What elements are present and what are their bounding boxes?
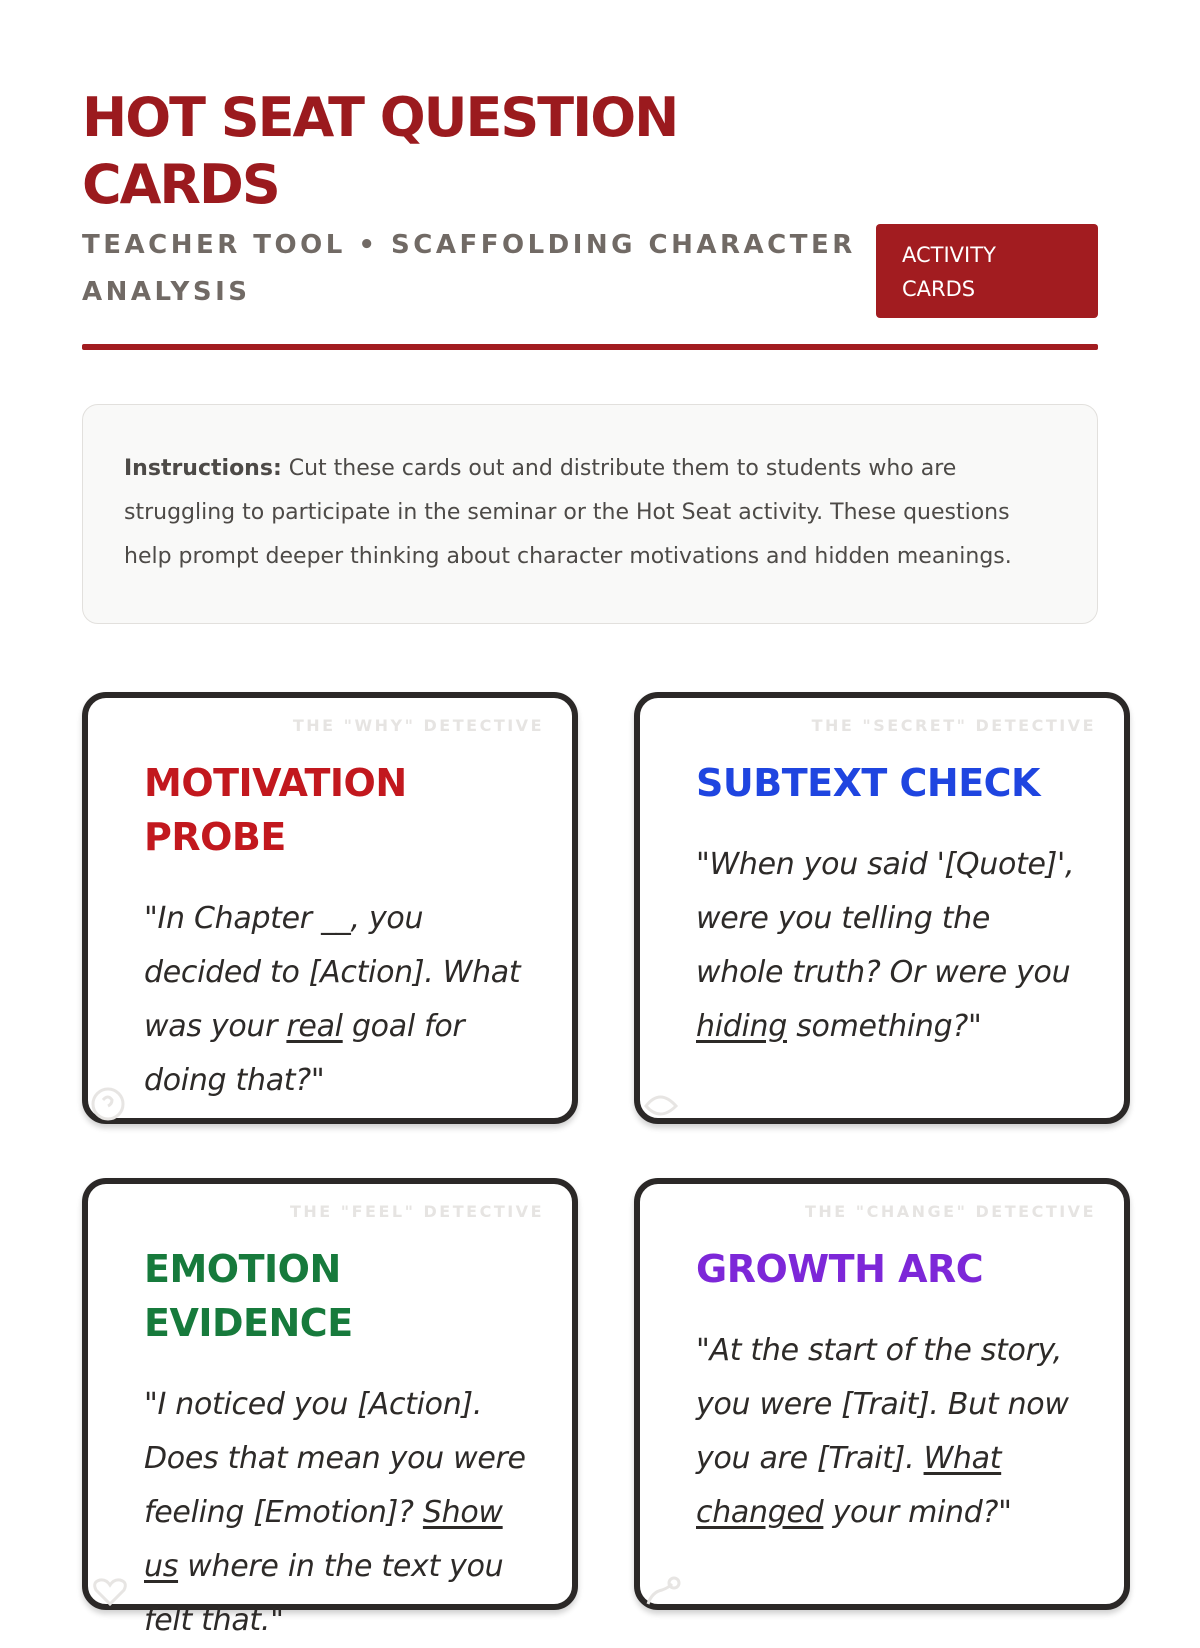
- question-text: "When you said '[Quote]', were you telling the whole truth? Or were you: [696, 847, 1075, 990]
- instructions-label: Instructions:: [124, 456, 282, 481]
- question-text: "I noticed you [Action]. Does that mean you were feeling [Emotion]?: [144, 1387, 526, 1530]
- activity-cards-badge: ACTIVITY CARDS: [876, 224, 1098, 318]
- question-emphasis: real: [286, 1009, 343, 1044]
- growth-curve-icon: [642, 1568, 682, 1608]
- card-title: MOTIVATION PROBE: [144, 761, 407, 859]
- instructions-text: Cut these cards out and distribute them to students who are struggling to participate in the seminar or the Hot Seat activity. These questions help prompt deeper thinking about character motivations and hidden meanings.: [124, 456, 1012, 569]
- card-question: [144, 1378, 532, 1648]
- card-tag: THE "WHY" DETECTIVE: [292, 716, 544, 735]
- question-text-end: goal for doing that?": [144, 1009, 465, 1098]
- card-title: GROWTH ARC: [696, 1247, 984, 1291]
- question-emphasis: What changed: [696, 1441, 1002, 1530]
- card-tag: THE "SECRET" DETECTIVE: [811, 716, 1096, 735]
- card-tag: THE "CHANGE" DETECTIVE: [805, 1202, 1096, 1221]
- header: [82, 0, 1098, 350]
- question-text: "At the start of the story, you were [Trait]. But now you are [Trait].: [696, 1333, 1069, 1476]
- question-text: "In Chapter __, you decided to [Action]. What was your: [144, 901, 521, 1044]
- page-subtitle: TEACHER TOOL • SCAFFOLDING CHARACTER ANALYSIS: [82, 230, 856, 307]
- subtitle-row: [82, 222, 1098, 318]
- header-divider: [82, 344, 1098, 350]
- question-text-end: your mind?": [823, 1495, 1012, 1530]
- card-question: [696, 838, 1084, 1054]
- question-circle-icon: [90, 1082, 130, 1122]
- heart-icon: [90, 1568, 130, 1608]
- card-question: [696, 1324, 1084, 1540]
- card-title: SUBTEXT CHECK: [696, 761, 1040, 805]
- card-grid: [82, 692, 1098, 1638]
- card-question: [144, 892, 532, 1108]
- card-growth-arc: [634, 1178, 1130, 1610]
- eye-icon: [642, 1082, 682, 1122]
- card-tag: THE "FEEL" DETECTIVE: [289, 1202, 544, 1221]
- card-subtext-check: [634, 692, 1130, 1124]
- question-text-end: something?": [786, 1009, 982, 1044]
- instructions-box: [82, 404, 1098, 624]
- question-emphasis: Show us: [144, 1495, 503, 1584]
- card-emotion-evidence: [82, 1178, 578, 1638]
- page-title: HOT SEAT QUESTION CARDS: [82, 86, 678, 216]
- card-title: EMOTION EVIDENCE: [144, 1247, 353, 1345]
- question-text-end: where in the text you felt that.": [144, 1549, 504, 1638]
- question-emphasis: hiding: [696, 1009, 787, 1044]
- card-motivation-probe: [82, 692, 578, 1124]
